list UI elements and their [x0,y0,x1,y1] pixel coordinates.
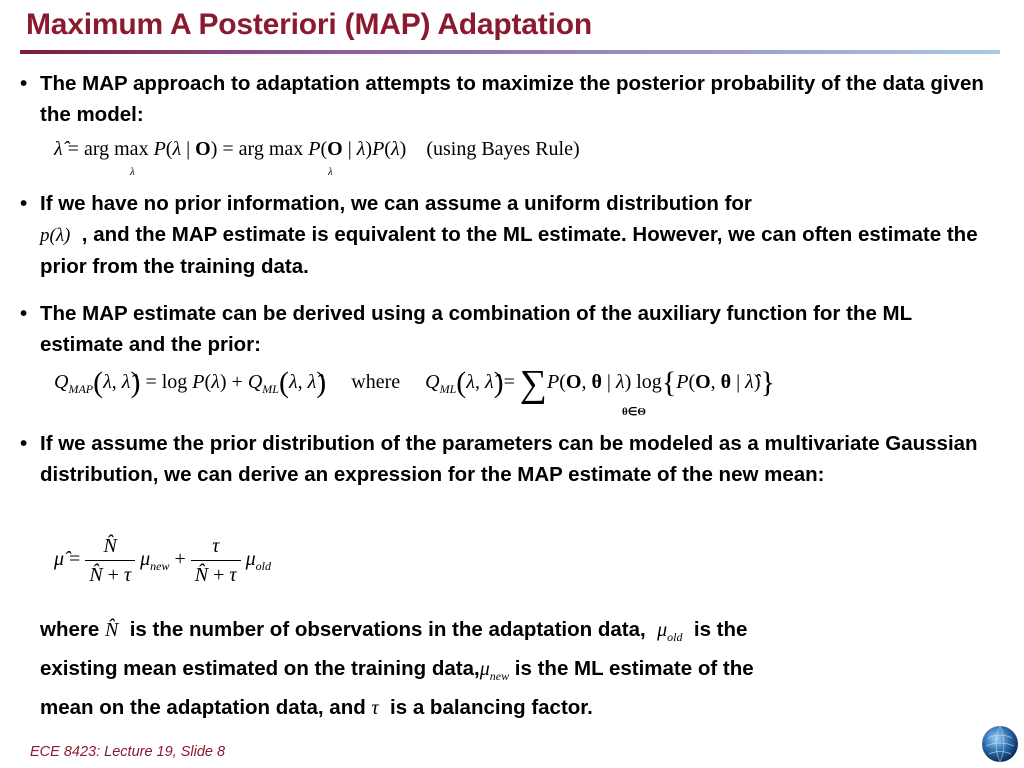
bullet-marker: • [20,432,28,455]
bullet-3 [20,298,1000,360]
eq3-sub-map: MAP [68,382,94,396]
eq1-sub-lambda-2: λ [328,166,333,178]
where-text-7: is a balancing factor. [390,696,593,719]
eq4-sub-new: new [150,559,170,574]
eq4-sub-old: old [255,559,271,574]
slide-title: Maximum A Posteriori (MAP) Adaptation [26,8,592,41]
where-text-1: where [40,618,100,641]
where-text-2: is the number of observations in the adaptation data, [129,618,646,641]
symbol-mu-old: $\mu_{old}$ [657,619,683,644]
eq3-log-2: log [636,371,662,393]
slide-footer: ECE 8423: Lecture 19, Slide 8 [30,744,226,760]
eq1-argmax-2: arg max [238,138,304,160]
bullet-marker: • [20,72,28,95]
where-text-4: existing mean estimated on the training data, [40,657,480,680]
symbol-mu-new: $\mu_{new}$ [479,658,510,683]
bullet-marker: • [20,192,28,215]
eq3-sub-ml-2: ML [439,382,457,396]
bullet-3-text: The MAP estimate can be derived using a combination of the auxiliary function for the ML estimate and the prior: [40,302,912,356]
prior-p-lambda: p(λ) [40,225,71,246]
bullet-4-text: If we assume the prior distribution of the parameters can be modeled as a multivariate Gaussian distribution, we can derive an expression for the MAP estimate of the new mean: [40,432,978,486]
equation-map-bayes: λ̂ = arg max P(λ | O) = arg max P(O | λ)P(λ) (using Bayes Rule) [54,138,580,160]
eq3-log-1: log [161,371,188,393]
bullet-2-text-pre: If we have no prior information, we can assume a uniform distribution for [40,192,752,215]
eq3-where: where [351,371,401,393]
symbol-tau: τ [371,697,379,719]
eq1-sub-lambda-1: λ [130,166,135,178]
bullet-1-text: The MAP approach to adaptation attempts to maximize the posterior probability of the data given the model: [40,72,984,126]
eq3-sum-under: θ∈Θ [622,406,646,418]
where-paragraph [20,614,1000,724]
title-underline [20,50,1000,54]
eq1-argmax-1: arg max [83,138,149,160]
globe-logo-icon [980,724,1020,764]
symbol-n-hat: N̂ [104,619,119,641]
eq1-note: (using Bayes Rule) [426,138,580,160]
equation-map-mean: μ̂ = $\frac{N̂}{N̂ + \tau}$ $\mu_{new}$ + $\frac{\tau}{N̂ + \tau}$ $\mu_{old}$ [54,532,271,589]
bullet-4 [20,428,1000,490]
bullet-marker: • [20,302,28,325]
eq3-sub-ml-1: ML [262,382,279,396]
where-text-6: mean on the adaptation data, and [40,696,366,719]
equation-q-map: $Q_{MAP}(\lambda$, λ̂) = $\log P(\lambda) + Q_{ML}(\lambda$, λ̂) where $Q_{ML}(\lambda$, λ̂)= ∑P(O, θ | λ) log{P(O, θ | λ̂)} [54,363,775,405]
bullet-2-text-post: , and the MAP estimate is equivalent to the ML estimate. However, we can often estimate the prior from the training data. [40,223,978,278]
where-text-3: is the [693,618,748,641]
bullet-1 [20,68,1000,130]
bullet-2 [20,188,1000,282]
where-text-5: is the ML estimate of the [514,657,754,680]
